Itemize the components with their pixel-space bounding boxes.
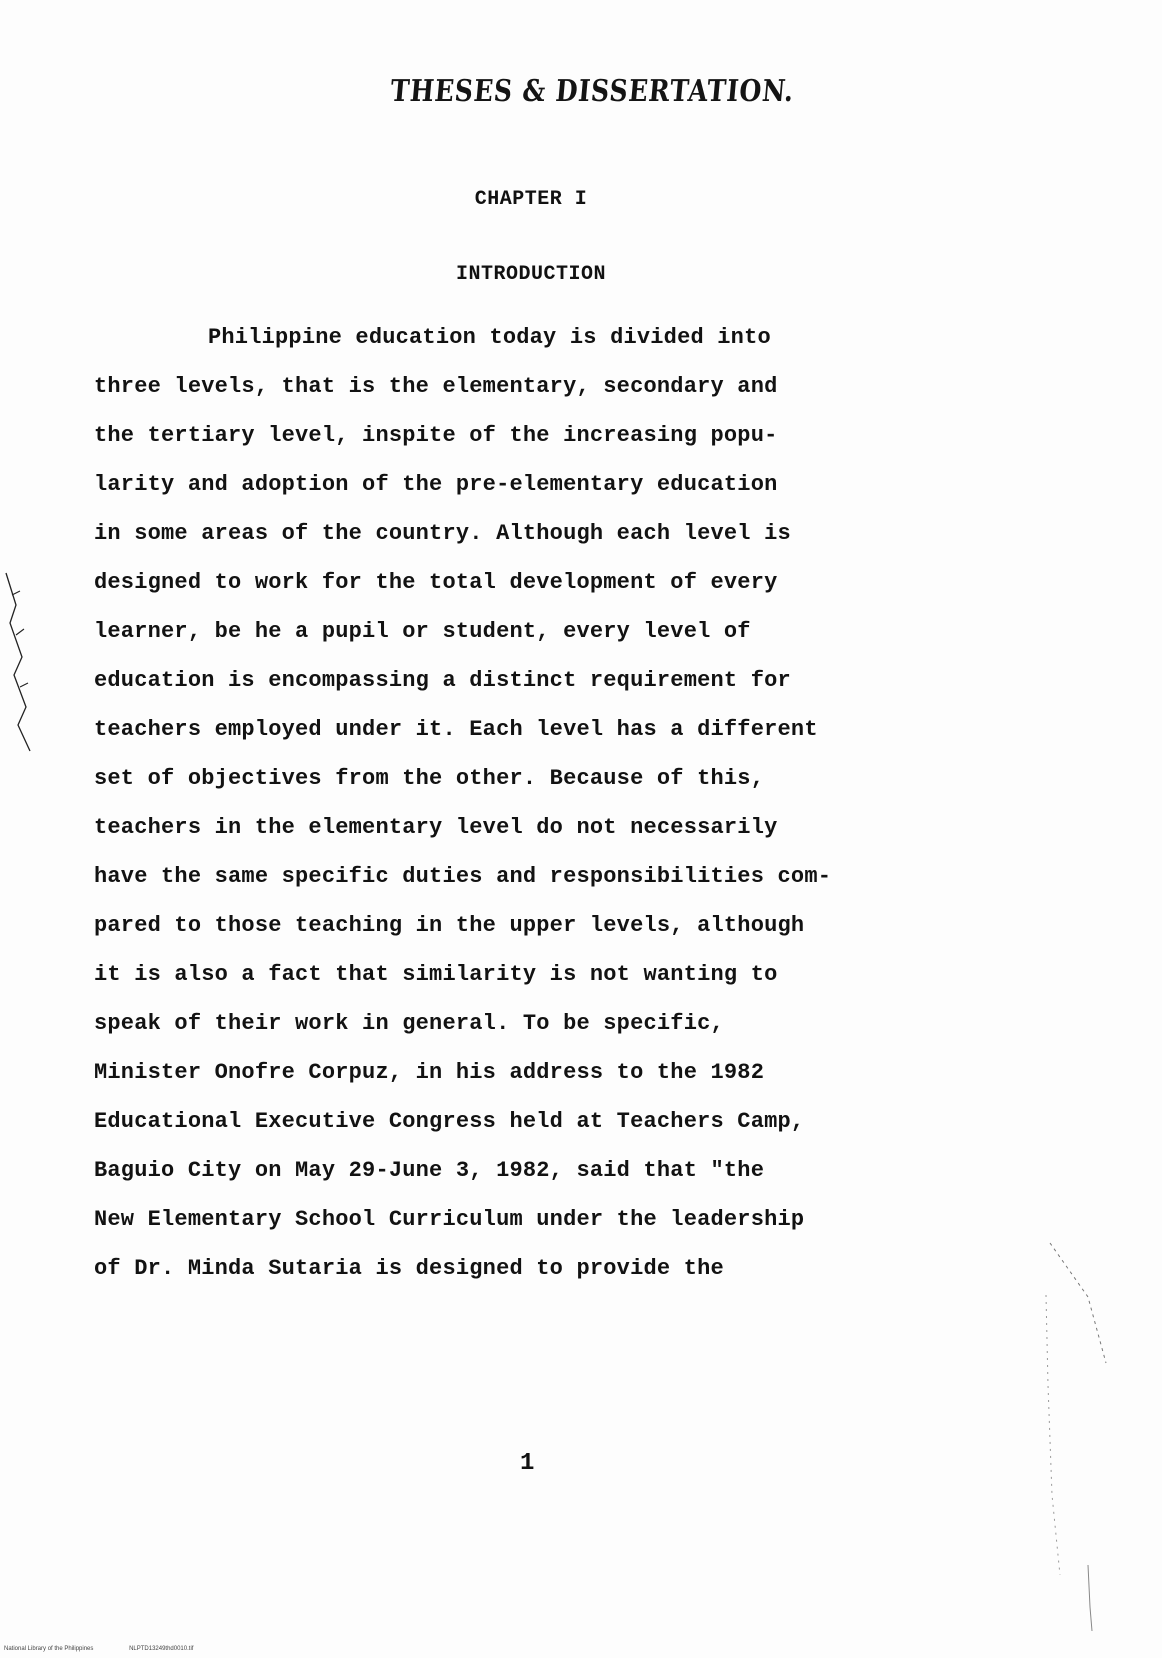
body-line-13: pared to those teaching in the upper levels, although (94, 913, 805, 938)
page-number: 1 (520, 1450, 535, 1477)
body-line-20: of Dr. Minda Sutaria is designed to provide the (94, 1256, 724, 1281)
body-line-10: set of objectives from the other. Because of this, (94, 766, 765, 791)
scan-filename: NLPTD13249thd0010.tif (129, 1646, 194, 1652)
body-line-12: have the same specific duties and responsibilities com- (94, 864, 832, 889)
body-line-18: Baguio City on May 29-June 3, 1982, said that "the (94, 1158, 765, 1183)
body-line-15: speak of their work in general. To be specific, (94, 1011, 724, 1036)
theses-dissertation-stamp: THESES & DISSERTATION. (388, 74, 796, 109)
body-line-2: three levels, that is the elementary, secondary and (94, 374, 778, 399)
body-line-4: larity and adoption of the pre-elementary education (94, 472, 778, 497)
body-line-9: teachers employed under it. Each level has a different (94, 717, 818, 742)
body-line-1: Philippine education today is divided into (208, 325, 771, 350)
body-line-8: education is encompassing a distinct requirement for (94, 668, 791, 693)
chapter-heading: CHAPTER I (474, 188, 588, 211)
library-credit: National Library of the Philippines (4, 1646, 94, 1652)
scan-footer (4, 1646, 227, 1652)
margin-marks (1030, 1235, 1120, 1635)
body-line-5: in some areas of the country. Although each level is (94, 521, 791, 546)
handwritten-margin-note (0, 565, 40, 755)
section-title: INTRODUCTION (455, 263, 607, 286)
body-line-11: teachers in the elementary level do not necessarily (94, 815, 778, 840)
body-line-14: it is also a fact that similarity is not wanting to (94, 962, 778, 987)
body-line-19: New Elementary School Curriculum under the leadership (94, 1207, 805, 1232)
body-line-6: designed to work for the total development of every (94, 570, 778, 595)
body-line-17: Educational Executive Congress held at Teachers Camp, (94, 1109, 805, 1134)
body-line-7: learner, be he a pupil or student, every level of (94, 619, 751, 644)
body-line-3: the tertiary level, inspite of the increasing popu- (94, 423, 778, 448)
body-line-16: Minister Onofre Corpuz, in his address to the 1982 (94, 1060, 765, 1085)
